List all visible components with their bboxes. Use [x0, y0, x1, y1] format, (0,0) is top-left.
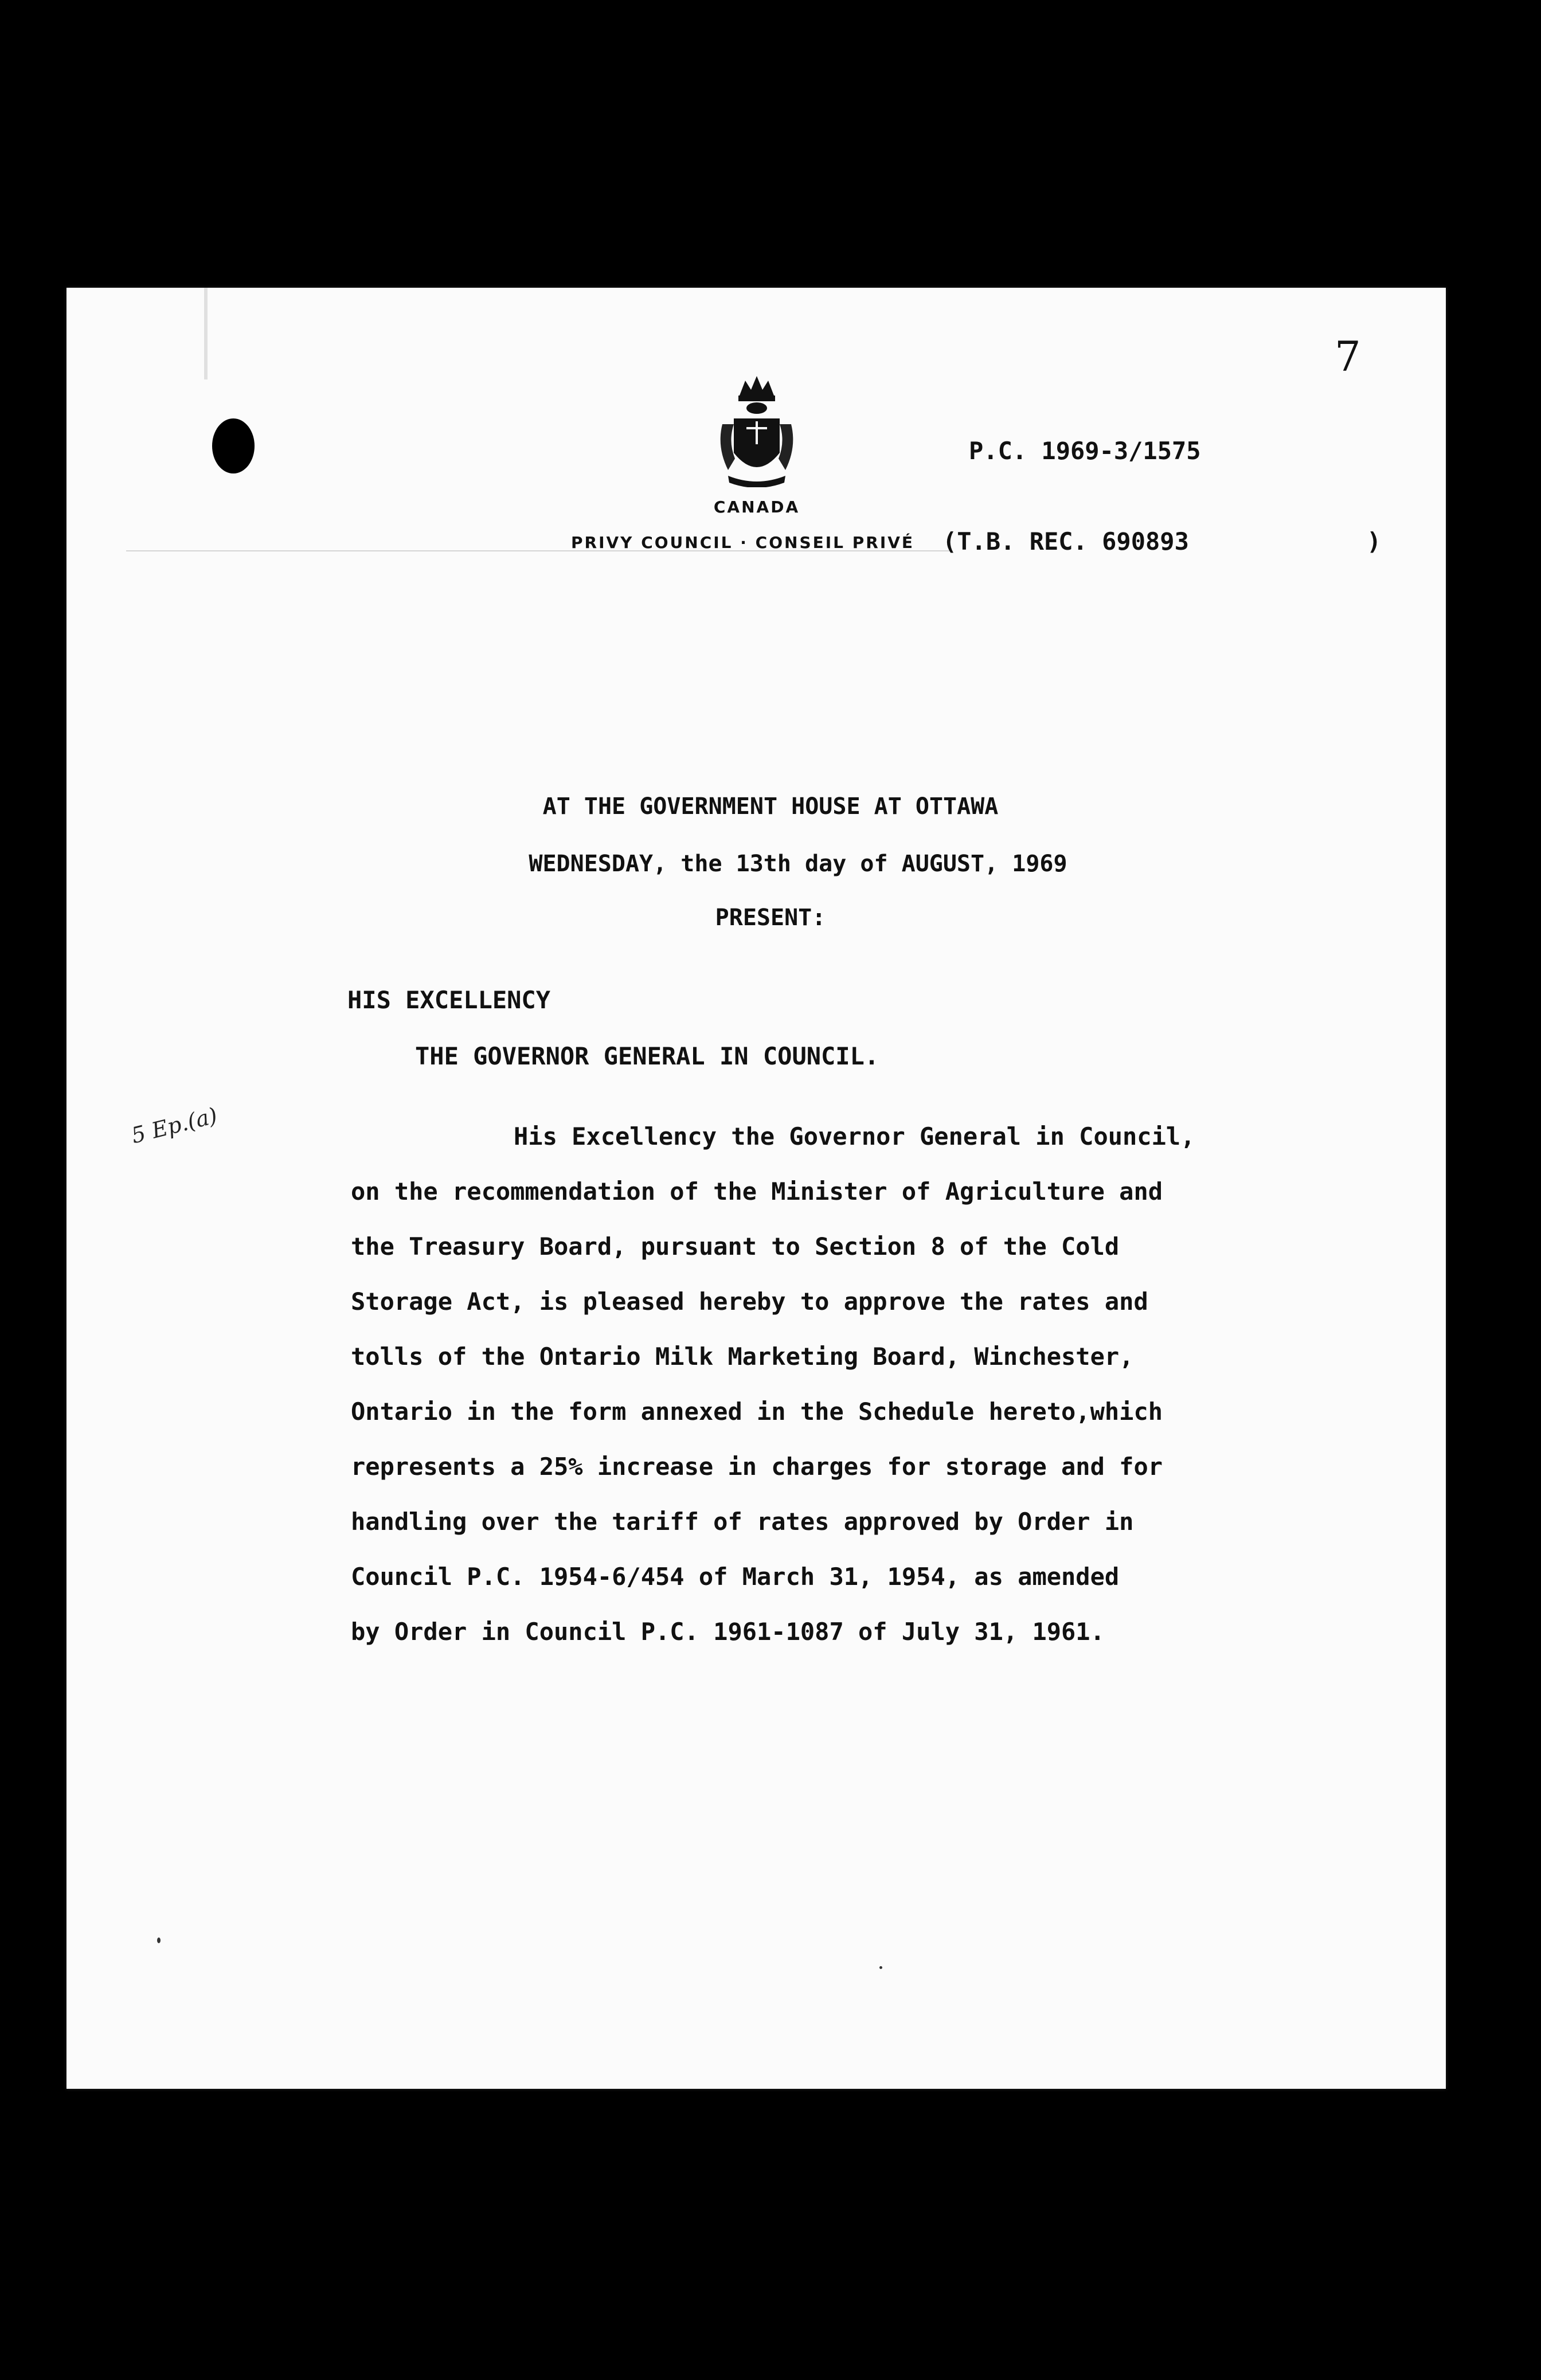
body-line: handling over the tariff of rates approved by Order in: [351, 1508, 1134, 1536]
date-line: WEDNESDAY, the 13th day of AUGUST, 1969: [529, 851, 1067, 877]
body-line: the Treasury Board, pursuant to Section 8 of the Cold: [351, 1232, 1120, 1261]
body-line: by Order in Council P.C. 1961-1087 of July 31, 1961.: [351, 1618, 1105, 1646]
punch-hole: [212, 418, 255, 473]
tb-rec-close: ): [1367, 527, 1382, 555]
body-line: tolls of the Ontario Milk Marketing Board, Winchester,: [351, 1342, 1134, 1371]
tb-rec-number: (T.B. REC. 690893: [942, 527, 1189, 555]
location-heading: AT THE GOVERNMENT HOUSE AT OTTAWA: [542, 793, 999, 820]
body-line: on the recommendation of the Minister of Agriculture and: [351, 1177, 1163, 1205]
crest-caption: CANADA: [713, 498, 800, 516]
body-line: Storage Act, is pleased hereby to approve the rates and: [351, 1287, 1148, 1316]
governor-in-council: THE GOVERNOR GENERAL IN COUNCIL.: [415, 1042, 879, 1070]
present-heading: PRESENT:: [715, 905, 826, 931]
margin-note: 5 Ep.(a): [128, 1102, 220, 1149]
body-line: His Excellency the Governor General in Council,: [514, 1122, 1195, 1150]
page-number: 7: [1335, 332, 1361, 381]
body-line: Council P.C. 1954-6/454 of March 31, 1954, as amended: [351, 1563, 1120, 1591]
body-line: Ontario in the form annexed in the Schedule hereto,which: [351, 1398, 1163, 1426]
page-edge-mark: [204, 288, 208, 379]
pc-number: P.C. 1969-3/1575: [969, 437, 1201, 465]
his-excellency: HIS EXCELLENCY: [347, 986, 551, 1014]
privy-council-line: PRIVY COUNCIL · CONSEIL PRIVÉ: [571, 533, 915, 552]
scan-speck: [879, 1966, 882, 1969]
canada-crest-icon: [717, 373, 797, 487]
body-line: represents a 25% increase in charges for storage and for: [351, 1453, 1163, 1481]
scan-speck: [157, 1937, 161, 1943]
